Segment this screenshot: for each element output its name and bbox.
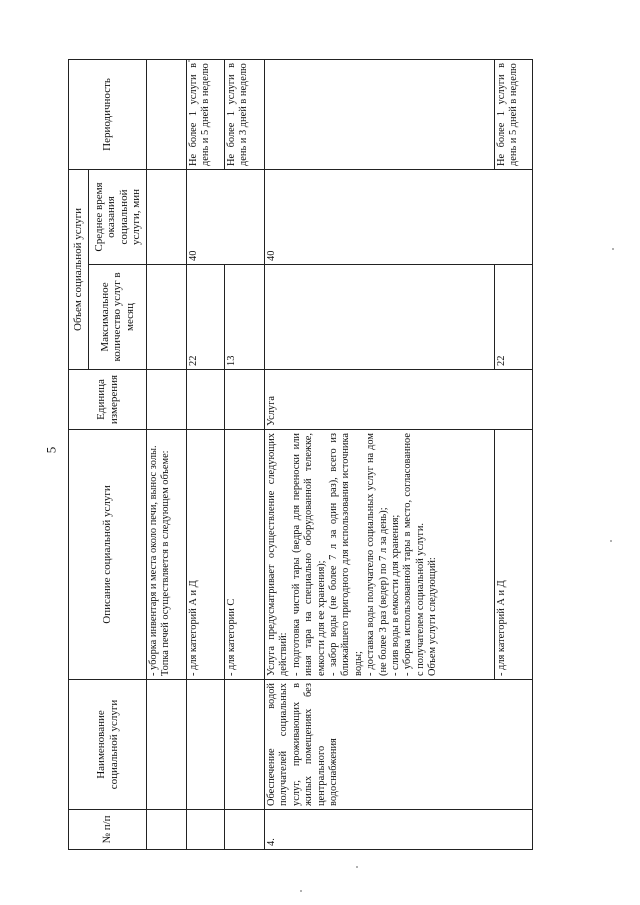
table-row [147,59,187,849]
page-number: 5 [43,446,59,454]
scan-speck [188,60,190,62]
header-max: Максимальное количество услуг в месяц [89,265,147,370]
s4-desc-line: Услуга предусматривает осуществление следующих действий: [266,433,290,676]
cell-empty [187,810,225,850]
scan-speck [356,866,358,868]
scan-speck [300,890,302,892]
s4-desc-line: - забор воды (не более 7 л за один раз), всего из ближайшего пригодного для использования источника воды; [328,433,364,676]
cont-desc [147,430,187,680]
cell-empty [225,370,265,430]
cont-avg: 40 [187,169,265,264]
cell-empty [265,265,495,370]
header-num: № п/п [69,810,147,850]
cont-desc-line: - уборка инвентаря и места около печи, вынос золы. [148,445,159,676]
cell-empty [147,169,187,264]
cell-empty [225,810,265,850]
cont-cat-c-max: 13 [225,265,265,370]
header-unit: Единица измерения [69,370,147,430]
s4-num: 4. [265,810,533,850]
header-name: Наименование социальной услуги [69,680,147,810]
scan-speck [612,248,614,250]
cell-empty [147,680,187,810]
s4-desc-line: - слив воды в емкости для хранения; [390,514,402,676]
s4-avg: 40 [265,169,533,264]
s4-cat-ad-label: - для категорий А и Д [495,430,533,680]
s4-desc-line: - доставка воды получателю социальных услуг на дом (не более 3 раз (ведер) по 7 л за день); [365,433,389,676]
table-row [265,59,495,849]
s4-cat-ad-max: 22 [495,265,533,370]
cont-cat-ad-period: Не более 1 услуги в день и 5 дней в неделю [187,59,225,169]
s4-desc-line: - подготовка чистой тары (ведра для переноски или иная тара на специально оборудованной тележке, емкости для ее хранения); [290,433,327,676]
cell-empty [187,680,225,810]
cell-empty [147,265,187,370]
header-avg: Среднее время оказания социальной услуги, мин [89,169,147,264]
s4-desc [265,430,495,680]
cell-empty [147,370,187,430]
cont-cat-c-period: Не более 1 услуги в день и 3 дней в неделю [225,59,265,169]
cell-empty [147,59,187,169]
header-desc: Описание социальной услуги [69,430,147,680]
s4-cat-ad-period: Не более 1 услуги в день и 5 дней в неделю [495,59,533,169]
cell-empty [187,370,225,430]
cont-cat-c-label: - для категории С [225,430,265,680]
rotated-page [68,60,568,850]
header-volume: Объем социальной услуги [69,169,89,369]
cont-cat-ad-label: - для категорий А и Д [187,430,225,680]
cell-empty [225,680,265,810]
header-period: Периодичность [69,59,147,169]
cont-cat-ad-max: 22 [187,265,225,370]
scan-speck [610,540,612,542]
cell-empty [265,59,495,169]
table-row [187,59,225,849]
s4-desc-line: - уборка использованной тары в место, согласованное с получателем социальной услуги. [402,433,426,676]
s4-name: Обеспечение водой получателей социальных услуг, проживающих в жилых помещениях без центрального водоснабжения [265,680,533,810]
cont-desc-line: Топка печей осуществляется в следующем объеме: [160,450,172,676]
cell-empty [147,810,187,850]
services-table [68,59,533,850]
s4-desc-line: Объем услуги следующий: [427,557,439,676]
s4-unit: Услуга [265,370,533,430]
